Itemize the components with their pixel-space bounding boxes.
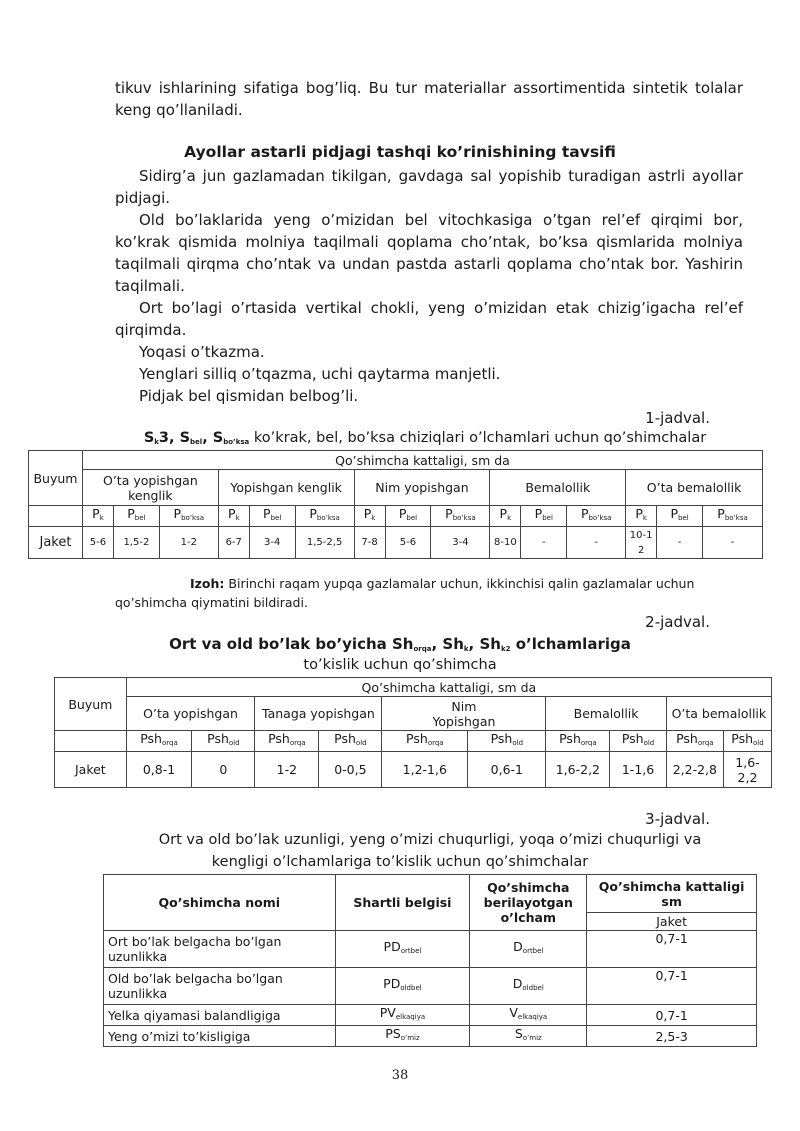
table1-subheader: $P_{bo’ksa}$ xyxy=(295,506,354,527)
table2-cell: 1-1,6 xyxy=(610,752,666,788)
table2-group-header: Tanaga yopishgan xyxy=(255,697,382,731)
description-paragraph-3: Ort bo’lagi o’rtasida vertikal chokli, yeng o’mizidan etak chizig’igacha rel’ef qirqimda. xyxy=(115,299,743,339)
table1-label: 1-jadval. xyxy=(645,409,710,427)
table3-row-dimension: $D_{ortbel}$ xyxy=(470,931,587,968)
table1-title: $S_k3$, $S_{bel}$, $S_{bo’ksa}$ ko’krak, bel, bo’ksa chiziqlari o’lchamlari uchun qo’shimchalar xyxy=(143,430,707,446)
table1-cell: - xyxy=(703,527,763,559)
table3-row-symbol: $PV_{elkaqiya}$ xyxy=(335,1005,470,1026)
table1-subheader: $P_k$ xyxy=(218,506,249,527)
table1-cell: 5-6 xyxy=(385,527,431,559)
table3-header-value: Qo’shimcha kattaligi sm xyxy=(587,875,757,913)
table2-subheader: Psh$_{old}$ xyxy=(468,731,546,752)
table1-cell: 6-7 xyxy=(218,527,249,559)
table3-header-dimension: Qo’shimcha berilayotgan o’lcham xyxy=(470,875,587,931)
table1-subheader: $P_{bo’ksa}$ xyxy=(703,506,763,527)
table3-row-name: Yelka qiyamasi balandligiga xyxy=(104,1005,336,1026)
description-paragraph-6: Pidjak bel qismidan belbog’li. xyxy=(139,387,359,405)
table2-cell: 0 xyxy=(192,752,255,788)
table1-cell: 1,5-2,5 xyxy=(295,527,354,559)
table2-cell: 2,2-2,8 xyxy=(666,752,723,788)
table2-group-header: O’ta bemalollik xyxy=(666,697,771,731)
description-paragraph-5: Yenglari silliq o’tqazma, uchi qaytarma manjetli. xyxy=(139,365,501,383)
table1-subheader-empty xyxy=(29,506,83,527)
table1-subheader: $P_{bel}$ xyxy=(521,506,567,527)
table2-subheader: Psh$_{orqa}$ xyxy=(666,731,723,752)
table2-cell: 1,6-2,2 xyxy=(723,752,771,788)
table3-row-symbol: $PD_{ortbel}$ xyxy=(335,931,470,968)
table1-group-header: Nim yopishgan xyxy=(354,470,490,506)
table-row xyxy=(104,1005,757,1026)
description-paragraph-1: Sidirg’a jun gazlamadan tikilgan, gavdaga sal yopishib turadigan astrli ayollar pidjagi. xyxy=(115,167,743,207)
table3-row-value: 0,7-1 xyxy=(587,968,757,1005)
table3-title-line2: kengligi o’lchamlariga to’kislik uchun qo’shimchalar xyxy=(211,854,589,870)
table1-subheader: $P_{bo’ksa}$ xyxy=(567,506,626,527)
table1-subheader: $P_{bel}$ xyxy=(657,506,703,527)
table2-subheader: Psh$_{orqa}$ xyxy=(546,731,610,752)
table3 xyxy=(103,874,757,1047)
table1-cell: - xyxy=(521,527,567,559)
table1-subheader: $P_k$ xyxy=(82,506,113,527)
table1-subheader: $P_{bo’ksa}$ xyxy=(159,506,218,527)
table1-group-header: Yopishgan kenglik xyxy=(218,470,354,506)
table2-subheader: Psh$_{old}$ xyxy=(192,731,255,752)
table3-header-symbol: Shartli belgisi xyxy=(335,875,470,931)
table3-row-value: 0,7-1 xyxy=(587,1005,757,1026)
table1-subheader: $P_{bel}$ xyxy=(385,506,431,527)
table1-cell: 3-4 xyxy=(431,527,490,559)
table1-cell: 1-2 xyxy=(159,527,218,559)
table3-label: 3-jadval. xyxy=(645,810,710,828)
table2-row-label: Jaket xyxy=(55,752,127,788)
table1-cell: - xyxy=(657,527,703,559)
table2-header-item: Buyum xyxy=(55,678,127,731)
table2-group-header: O’ta yopishgan xyxy=(126,697,255,731)
table2-subheader: Psh$_{orqa}$ xyxy=(255,731,319,752)
section-title: Ayollar astarli pidjagi tashqi ko’rinishining tavsifi xyxy=(184,143,616,161)
table2-title-line2: to’kislik uchun qo’shimcha xyxy=(303,657,497,673)
table2-cell: 0-0,5 xyxy=(319,752,382,788)
table2-cell: 1,2-1,6 xyxy=(382,752,468,788)
description-paragraph-2: Old bo’laklarida yeng o’mizidan bel vitochkasiga o’tgan rel’ef qirqimi bor, ko’krak qismida molniya taqilmali qoplama cho’ntak, bo’ksa qismlarida molniya taqilmali qirqma cho’ntak va undan pastda astarli qoplama cho’ntak bor. Yashirin taqilmali. xyxy=(115,211,743,295)
table2-subheader: Psh$_{old}$ xyxy=(723,731,771,752)
page-number: 38 xyxy=(391,1068,409,1083)
description-paragraph-4: Yoqasi o’tkazma. xyxy=(139,343,265,361)
table1-subheader: $P_{bo’ksa}$ xyxy=(431,506,490,527)
table2-subheader-empty xyxy=(55,731,127,752)
intro-paragraph: tikuv ishlarining sifatiga bog’liq. Bu tur materiallar assortimentida sintetik tolalar keng qo’llaniladi. xyxy=(115,79,743,119)
table3-row-dimension: $V_{elkaqiya}$ xyxy=(470,1005,587,1026)
table1-cell: 8-10 xyxy=(490,527,521,559)
table2-subheader: Psh$_{old}$ xyxy=(610,731,666,752)
table3-row-value: 2,5-3 xyxy=(587,1026,757,1047)
table2-cell: 0,8-1 xyxy=(126,752,192,788)
table3-subheader: Jaket xyxy=(587,913,757,931)
table2-group-header: Nim Yopishgan xyxy=(382,697,546,731)
table3-row-value: 0,7-1 xyxy=(587,931,757,968)
table1-subheader: $P_{bel}$ xyxy=(249,506,295,527)
table3-row-symbol: $PS_{o’miz}$ xyxy=(335,1026,470,1047)
table2-title-line1: Ort va old bo’lak bo’yicha $Sh_{orqa}$, $Sh_k$, $Sh_{k2}$ o’lchamlariga xyxy=(169,635,631,653)
table2-subheader: Psh$_{orqa}$ xyxy=(126,731,192,752)
table1-subheader: $P_{bel}$ xyxy=(113,506,159,527)
table1-group-header: O’ta bemalollik xyxy=(626,470,763,506)
table3-row-name: Yeng o’mizi to’kisligiga xyxy=(104,1026,336,1047)
table1-subheader: $P_k$ xyxy=(490,506,521,527)
table3-row-name: Ort bo’lak belgacha bo’lgan uzunlikka xyxy=(104,931,336,968)
table1-cell: - xyxy=(567,527,626,559)
table2-subheader: Psh$_{old}$ xyxy=(319,731,382,752)
table2-cell: 0,6-1 xyxy=(468,752,546,788)
table1-header-group: Qo’shimcha kattaligi, sm da xyxy=(82,451,762,470)
table2-group-header: Bemalollik xyxy=(546,697,666,731)
table2-label: 2-jadval. xyxy=(645,613,710,631)
table3-header-name: Qo’shimcha nomi xyxy=(104,875,336,931)
table1-cell: 10-12 xyxy=(626,527,657,559)
table1-subheader: $P_k$ xyxy=(626,506,657,527)
table1-cell: 7-8 xyxy=(354,527,385,559)
table1-group-header: Bemalollik xyxy=(490,470,626,506)
table-row xyxy=(104,1026,757,1047)
table2-cell: 1-2 xyxy=(255,752,319,788)
table1-note: Izoh: Birinchi raqam yupqa gazlamalar uchun, ikkinchisi qalin gazlamalar uchun qo’shimcha qiymatini bildiradi. xyxy=(115,576,695,610)
table2-cell: 1,6-2,2 xyxy=(546,752,610,788)
table1-cell: 5-6 xyxy=(82,527,113,559)
table1-cell: 3-4 xyxy=(249,527,295,559)
table1-row-label: Jaket xyxy=(29,527,83,559)
table-row xyxy=(104,931,757,968)
table1-header-item: Buyum xyxy=(29,451,83,506)
table-row xyxy=(104,968,757,1005)
table3-row-name: Old bo’lak belgacha bo’lgan uzunlikka xyxy=(104,968,336,1005)
table3-title-line1: Ort va old bo’lak uzunligi, yeng o’mizi chuqurligi, yoqa o’mizi chuqurligi va xyxy=(158,832,702,848)
table3-row-dimension: $D_{oldbel}$ xyxy=(470,968,587,1005)
table2-subheader: Psh$_{orqa}$ xyxy=(382,731,468,752)
table2-header-group: Qo’shimcha kattaligi, sm da xyxy=(126,678,771,697)
table2 xyxy=(54,677,772,788)
table1-group-header: O’ta yopishgan kenglik xyxy=(82,470,218,506)
table3-row-dimension: $S_{o’miz}$ xyxy=(470,1026,587,1047)
table3-row-symbol: $PD_{oldbel}$ xyxy=(335,968,470,1005)
table1-subheader: $P_k$ xyxy=(354,506,385,527)
table1 xyxy=(28,450,763,559)
table1-cell: 1,5-2 xyxy=(113,527,159,559)
